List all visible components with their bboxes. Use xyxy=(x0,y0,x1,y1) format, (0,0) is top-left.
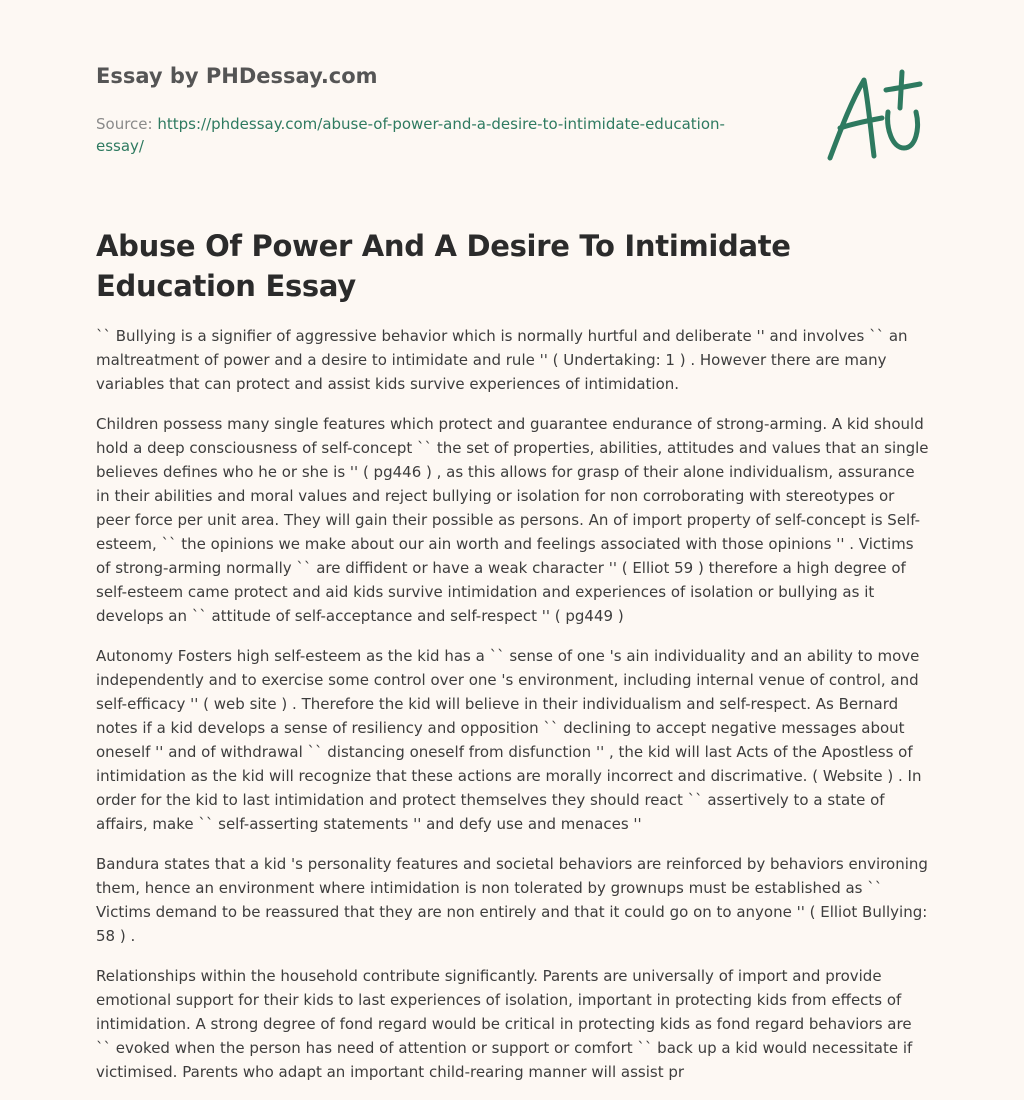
source-line xyxy=(96,113,736,157)
essay-body xyxy=(96,324,930,1100)
essay-title: Abuse Of Power And A Desire To Intimidate Education Essay xyxy=(96,229,791,303)
site-title: Essay by PHDessay.com xyxy=(96,64,378,88)
source-link[interactable]: https://phdessay.com/abuse-of-power-and-a-desire-to-intimidate-education-essay/ xyxy=(96,115,725,155)
essay-paragraph: Relationships within the household contribute significantly. Parents are universally of import and provide emotional support for their kids to last experiences of isolation, important in protecting kids from effects of intimidation. A strong degree of fond regard would be critical in protecting kids as fond regard behaviors are `` evoked when the person has need of attention or support or comfort `` back up a kid would necessitate if victimised. Parents who adapt an important child-rearing manner will assist pr xyxy=(96,967,913,1081)
essay-paragraph: `` Bullying is a signifier of aggressive behavior which is normally hurtful and deliberate '' and involves `` an maltreatment of power and a desire to intimidate and rule '' ( Undertaking: 1 ) . However there are many variables that can protect and assist kids survive experiences of intimidation. xyxy=(96,327,908,393)
a-plus-logo-icon xyxy=(820,66,930,166)
source-label: Source: xyxy=(96,115,153,133)
essay-paragraph: Bandura states that a kid 's personality features and societal behaviors are reinforced by behaviors environing them, hence an environment where intimidation is non tolerated by grownups must be established as `` Victims demand to be reassured that they are non entirely and that it could go on to anyone '' ( Elliot Bullying: 58 ) . xyxy=(96,855,928,945)
essay-paragraph: Children possess many single features which protect and guarantee endurance of strong-arming. A kid should hold a deep consciousness of self-concept `` the set of properties, abilities, attitudes and values that an single believes defines who he or she is '' ( pg446 ) , as this allows for grasp of their alone individualism, assurance in their abilities and moral values and reject bullying or isolation for non corroborating with stereotypes or peer force per unit area. They will gain their possible as persons. An of import property of self-concept is Self-esteem, `` the opinions we make about our ain worth and feelings associated with those opinions '' . Victims of strong-arming normally `` are diffident or have a weak character '' ( Elliot 59 ) therefore a high degree of self-esteem came protect and aid kids survive intimidation and experiences of isolation or bullying as it develops an `` attitude of self-acceptance and self-respect '' ( pg449 ) xyxy=(96,415,929,625)
essay-paragraph: Autonomy Fosters high self-esteem as the kid has a `` sense of one 's ain individuality and an ability to move independently and to exercise some control over one 's environment, including internal venue of control, and self-efficacy '' ( web site ) . Therefore the kid will believe in their individualism and self-respect. As Bernard notes if a kid develops a sense of resiliency and opposition `` declining to accept negative messages about oneself '' and of withdrawal `` distancing oneself from disfunction '' , the kid will last Acts of the Apostless of intimidation as the kid will recognize that these actions are morally incorrect and discrimative. ( Website ) . In order for the kid to last intimidation and protect themselves they should react `` assertively to a state of affairs, make `` self-asserting statements '' and defy use and menaces '' xyxy=(96,647,922,833)
